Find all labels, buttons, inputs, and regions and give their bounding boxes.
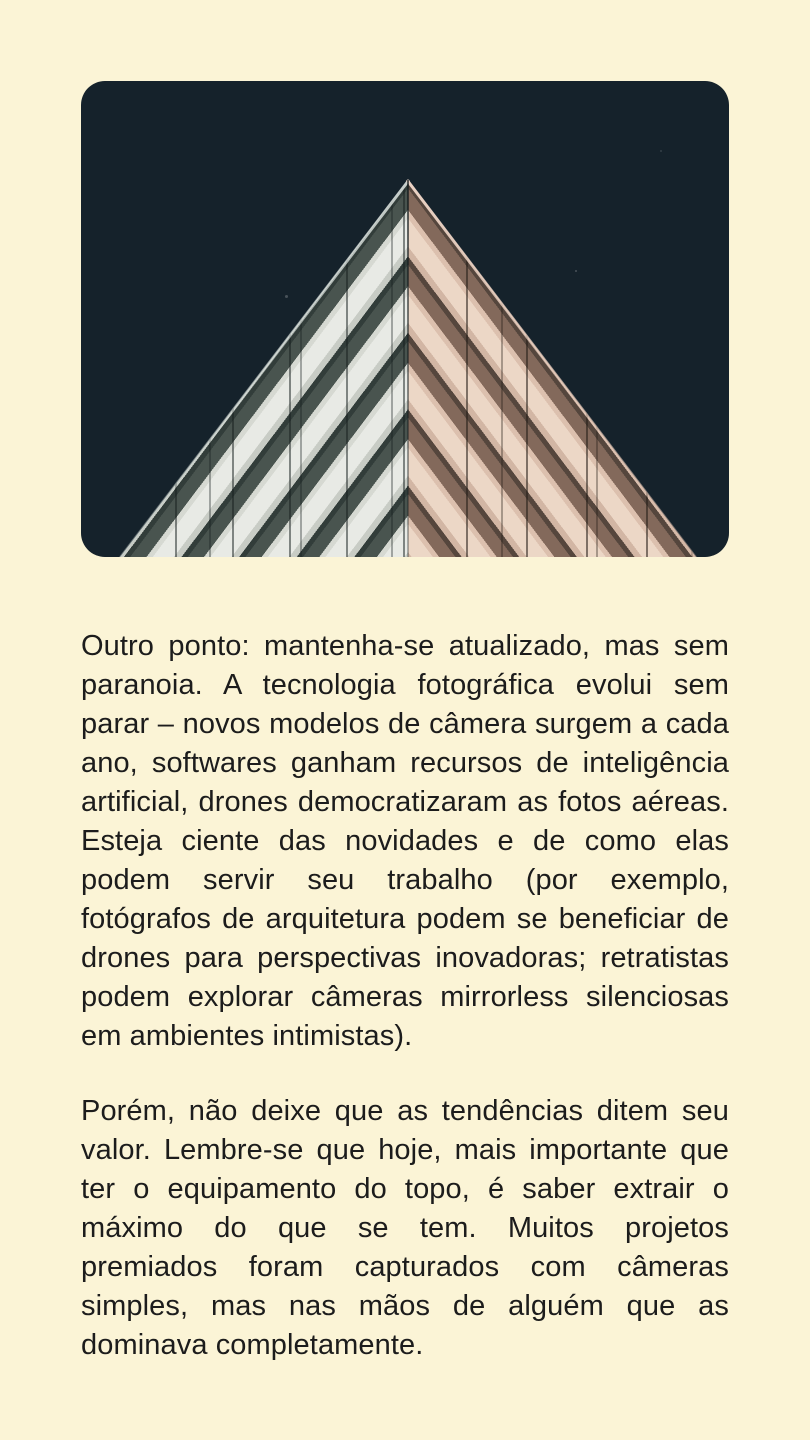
building-photo [81,81,729,557]
star-dot [575,270,577,272]
building-corner-seam [407,180,409,557]
star-dot [660,150,662,152]
star-dot [285,295,288,298]
paragraph-1: Outro ponto: mantenha-se atualizado, mas sem paranoia. A tecnologia fotográfica evolui sem parar – novos modelos de câmera surgem a cada ano, softwares ganham recursos de inteligência artificial, drones democratizaram as fotos aéreas. Esteja ciente das novidades e de como elas podem servir seu trabalho (por exemplo, fotógrafos de arquitetura podem se beneficiar de drones para perspectivas inovadoras; retratistas podem explorar câmeras mirrorless silenciosas em ambientes intimistas). [81,630,729,1052]
article-body [81,627,729,1365]
paragraph-2: Porém, não deixe que as tendências ditem seu valor. Lembre-se que hoje, mais importante que ter o equipamento do topo, é saber extrair o máximo do que se tem. Muitos projetos premiados foram capturados com câmeras simples, mas nas mãos de alguém que as dominava completamente. [81,1095,729,1361]
